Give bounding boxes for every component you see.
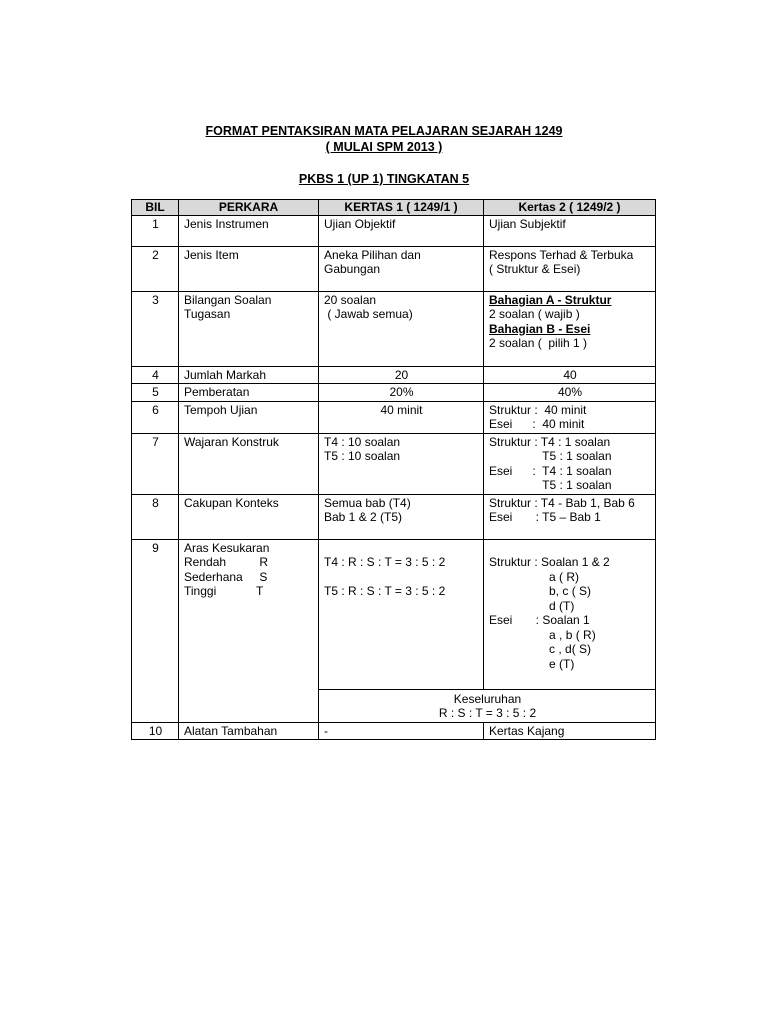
assessment-format-table: [131, 199, 656, 740]
cell-line: R : S : T = 3 : 5 : 2: [438, 706, 537, 720]
cell-line: Keseluruhan: [453, 691, 522, 706]
row-kertas2: [484, 291, 656, 366]
row-kertas2: 40: [484, 366, 656, 384]
table-header-row: [132, 200, 656, 216]
row-number: 1: [132, 215, 179, 246]
cell-line: T4 : 10 soalan: [324, 434, 401, 449]
row-perkara: Pemberatan: [179, 384, 319, 402]
cell-line: d (T): [489, 598, 575, 613]
row-perkara: Jenis Item: [179, 246, 319, 291]
cell-line: Esei : Soalan 1: [489, 613, 590, 627]
row-number: 8: [132, 494, 179, 539]
cell-line: 2 soalan ( pilih 1 ): [489, 336, 588, 350]
header-kertas1: KERTAS 1 ( 1249/1 ): [319, 200, 484, 216]
row-kertas2: [484, 246, 656, 291]
row-number: 7: [132, 433, 179, 494]
row-perkara: Jenis Instrumen: [179, 215, 319, 246]
cell-line: Struktur : T4 - Bab 1, Bab 6: [489, 495, 635, 510]
table-row: [132, 539, 656, 689]
cell-line: Sederhana S: [184, 569, 268, 584]
document-title: FORMAT PENTAKSIRAN MATA PELAJARAN SEJARAH 1249: [205, 124, 563, 138]
row-number: 4: [132, 366, 179, 384]
row-kertas1: [319, 494, 484, 539]
cell-line: Struktur : Soalan 1 & 2: [489, 555, 610, 569]
cell-line: Rendah R: [184, 555, 269, 569]
table-row: [132, 433, 656, 494]
row-kertas2: [484, 401, 656, 433]
cell-line: ( Jawab semua): [324, 307, 413, 321]
merged-summary-cell: [319, 689, 656, 722]
row-perkara: Wajaran Konstruk: [179, 433, 319, 494]
table-row: [132, 401, 656, 433]
cell-line: Respons Terhad & Terbuka: [489, 247, 634, 262]
row-kertas2: Kertas Kajang: [484, 722, 656, 740]
table-row: [132, 246, 656, 291]
cell-line: a ( R): [489, 569, 580, 584]
table-row: [132, 384, 656, 402]
header-bil: BIL: [132, 200, 179, 216]
row-kertas2: [484, 494, 656, 539]
row-number: 5: [132, 384, 179, 402]
row-kertas1: 20%: [319, 384, 484, 402]
row-kertas2: [484, 433, 656, 494]
cell-line: Esei : 40 minit: [489, 417, 585, 431]
row-kertas1: [319, 291, 484, 366]
cell-line: 20 soalan: [324, 292, 377, 307]
document-subtitle: PKBS 1 (UP 1) TINGKATAN 5: [298, 172, 470, 186]
cell-line: c , d( S): [489, 642, 592, 656]
row-kertas1: Ujian Objektif: [319, 215, 484, 246]
row-kertas1: [319, 433, 484, 494]
cell-line: Aneka Pilihan dan: [324, 247, 421, 262]
row-number: 6: [132, 401, 179, 433]
cell-line: T5 : 1 soalan: [489, 478, 612, 492]
row-kertas2: Ujian Subjektif: [484, 215, 656, 246]
row-number: 9: [132, 539, 179, 722]
row-kertas1: -: [319, 722, 484, 740]
table-row: [132, 215, 656, 246]
cell-line: e (T): [489, 656, 575, 671]
cell-line: T5 : R : S : T = 3 : 5 : 2: [324, 584, 446, 598]
spacer: [324, 570, 479, 585]
row-perkara: [179, 291, 319, 366]
document-title-sub: ( MULAI SPM 2013 ): [325, 140, 443, 154]
cell-line: a , b ( R): [489, 627, 596, 642]
cell-line: b, c ( S): [489, 584, 592, 598]
section-heading: Bahagian B - Esei: [489, 321, 591, 336]
table-row: [132, 366, 656, 384]
cell-line: Tinggi T: [184, 584, 264, 598]
cell-line: Aras Kesukaran: [184, 540, 270, 555]
row-perkara: [179, 539, 319, 722]
cell-line: T5 : 1 soalan: [489, 449, 612, 463]
row-number: 3: [132, 291, 179, 366]
cell-line: Esei : T4 : 1 soalan: [489, 463, 612, 478]
spacer: [324, 541, 479, 556]
cell-line: 2 soalan ( wajib ): [489, 307, 580, 321]
header-perkara: PERKARA: [179, 200, 319, 216]
spacer: [489, 541, 651, 556]
row-perkara: Cakupan Konteks: [179, 494, 319, 539]
row-kertas2: 40%: [484, 384, 656, 402]
header-kertas2: Kertas 2 ( 1249/2 ): [484, 200, 656, 216]
row-kertas2: [484, 539, 656, 689]
row-perkara: Alatan Tambahan: [179, 722, 319, 740]
row-kertas1: [319, 246, 484, 291]
row-number: 2: [132, 246, 179, 291]
table-row: [132, 291, 656, 366]
row-kertas1: [319, 539, 484, 689]
cell-line: Struktur : T4 : 1 soalan: [489, 434, 611, 449]
row-kertas1: 20: [319, 366, 484, 384]
row-kertas1: 40 minit: [319, 401, 484, 433]
row-number: 10: [132, 722, 179, 740]
cell-line: Gabungan: [324, 262, 381, 276]
cell-line: Semua bab (T4): [324, 495, 411, 510]
cell-line: Esei : T5 – Bab 1: [489, 510, 601, 524]
row-perkara: Tempoh Ujian: [179, 401, 319, 433]
table-row: [132, 494, 656, 539]
row-perkara: Jumlah Markah: [179, 366, 319, 384]
table-row: [132, 722, 656, 740]
cell-line: Tugasan: [184, 307, 231, 321]
section-heading: Bahagian A - Struktur: [489, 292, 612, 307]
cell-line: Bilangan Soalan: [184, 292, 272, 307]
cell-line: ( Struktur & Esei): [489, 262, 581, 276]
cell-line: Bab 1 & 2 (T5): [324, 510, 403, 524]
cell-line: T4 : R : S : T = 3 : 5 : 2: [324, 555, 446, 569]
cell-line: Struktur : 40 minit: [489, 402, 587, 417]
cell-line: T5 : 10 soalan: [324, 449, 401, 463]
